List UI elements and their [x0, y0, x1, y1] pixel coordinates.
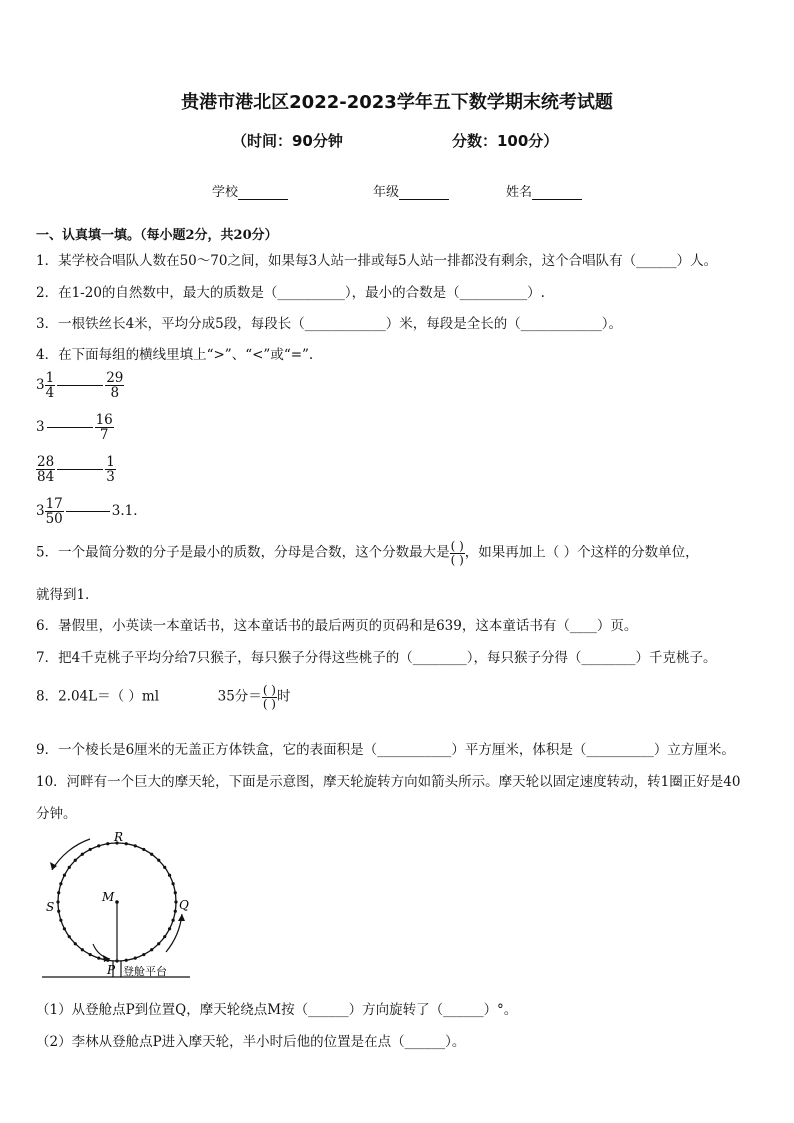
- question-6: 6．暑假里，小英读一本童话书，这本童话书的最后两页的页码和是639，这本童话书有（____）页。: [36, 618, 638, 634]
- exam-score: 分数：100分）: [452, 132, 559, 150]
- wheel-dot: [125, 959, 128, 962]
- wheel-dot: [68, 866, 71, 869]
- question-2: 2．在1-20的自然数中，最大的质数是（__________），最小的合数是（__________）.: [36, 285, 545, 301]
- wheel-dot: [59, 882, 62, 885]
- question-4: 4．在下面每组的横线里填上“>”、“<”或“=”.: [36, 347, 314, 363]
- wheel-dot: [157, 942, 160, 945]
- wheel-dot: [89, 848, 92, 851]
- wheel-dot: [142, 953, 145, 956]
- wheel-dot: [150, 948, 153, 951]
- label-P: P: [107, 963, 116, 977]
- ferris-wheel-figure: [30, 822, 210, 984]
- wheel-dot: [163, 866, 166, 869]
- exam-time: （时间：90分钟: [232, 132, 343, 150]
- wheel-dot: [68, 935, 71, 938]
- wheel-dot: [168, 874, 171, 877]
- label-S: S: [46, 900, 55, 914]
- question-9: 9．一个棱长是6厘米的无盖正方体铁盒，它的表面积是（___________）平方厘米，体积是（__________）立方厘米。: [36, 742, 735, 758]
- compare-row-4: 3 $\frac{17}{50}$ 3.1.: [36, 496, 138, 528]
- wheel-dot: [81, 853, 84, 856]
- label-Q: Q: [179, 898, 189, 912]
- label-M: M: [102, 890, 115, 904]
- grade-field: [373, 181, 449, 200]
- wheel-dot: [134, 844, 137, 847]
- wheel-dot: [174, 910, 177, 913]
- wheel-dot: [163, 935, 166, 938]
- compare-row-3: $\frac{28}{84}$ $\frac{1}{3}$: [37, 454, 115, 486]
- wheel-dot: [157, 859, 160, 862]
- question-3: 3．一根铁丝长4米，平均分成5段，每段长（____________）米，每段是全长的（____________）。: [36, 316, 623, 332]
- wheel-dot: [150, 853, 153, 856]
- center-point: [115, 900, 119, 904]
- wheel-dot: [63, 874, 66, 877]
- label-R: R: [114, 830, 124, 844]
- wheel-dot: [97, 957, 100, 960]
- wheel-dot: [134, 957, 137, 960]
- question-10-cont: 分钟。: [36, 806, 77, 822]
- question-5: 5．一个最简分数的分子是最小的质数，分母是合数，这个分数最大是 $\frac{( )}{( )}$ ，如果再加上（ ）个这样的分数单位，: [36, 539, 699, 567]
- wheel-dot: [172, 919, 175, 922]
- grade-label: 年级: [373, 185, 400, 200]
- name-blank: [532, 186, 582, 200]
- grade-blank: [399, 186, 449, 200]
- name-label: 姓名: [506, 185, 533, 200]
- wheel-dot: [57, 910, 60, 913]
- wheel-dot: [142, 848, 145, 851]
- compare-row-2: 3 $\frac{16}{7}$: [36, 412, 113, 444]
- question-10: 10．河畔有一个巨大的摩天轮，下面是示意图，摩天轮旋转方向如箭头所示。摩天轮以固定速度转动，转1圈正好是40: [36, 774, 741, 790]
- question-5-cont: 就得到1．: [36, 587, 99, 603]
- wheel-dot: [125, 842, 128, 845]
- wheel-dot: [174, 891, 177, 894]
- wheel-dot: [57, 891, 60, 894]
- question-10-part-2: （2）李林从登舱点P进入摩天轮，半小时后他的位置是在点（______）。: [36, 1034, 466, 1050]
- question-1: 1．某学校合唱队人数在50～70之间，如果每3人站一排或每5人站一排都没有剩余，这个合唱队有（______）人。: [36, 253, 718, 269]
- wheel-dot: [172, 882, 175, 885]
- wheel-dot: [89, 953, 92, 956]
- school-label: 学校: [212, 185, 239, 200]
- question-8: 8．2.04L＝（ ）ml 35分＝ $\frac{( )}{( )}$ 时: [36, 683, 291, 711]
- wheel-dot: [59, 919, 62, 922]
- wheel-dot: [56, 900, 59, 903]
- wheel-dot: [168, 927, 171, 930]
- section-heading: 一、认真填一填。（每小题2分，共20分）: [36, 228, 278, 243]
- wheel-dot: [63, 927, 66, 930]
- wheel-dot: [174, 900, 177, 903]
- wheel-dot: [74, 859, 77, 862]
- school-blank: [238, 186, 288, 200]
- school-field: [212, 181, 288, 200]
- platform-label: 登舱平台: [123, 965, 167, 978]
- name-field: [506, 181, 582, 200]
- page-title: 贵港市港北区2022-2023学年五下数学期末统考试题: [181, 92, 613, 113]
- compare-row-1: 3 $\frac{1}{4}$ $\frac{29}{8}$: [36, 370, 124, 402]
- wheel-dot: [81, 948, 84, 951]
- wheel-dot: [97, 844, 100, 847]
- question-7: 7．把4千克桃子平均分给7只猴子，每只猴子分得这些桃子的（________），每只猴子分得（________）千克桃子。: [36, 650, 717, 666]
- wheel-dot: [74, 942, 77, 945]
- question-10-part-1: （1）从登舱点P到位置Q，摩天轮绕点M按（______）方向旋转了（______）°。: [36, 1002, 518, 1018]
- wheel-dot: [106, 842, 109, 845]
